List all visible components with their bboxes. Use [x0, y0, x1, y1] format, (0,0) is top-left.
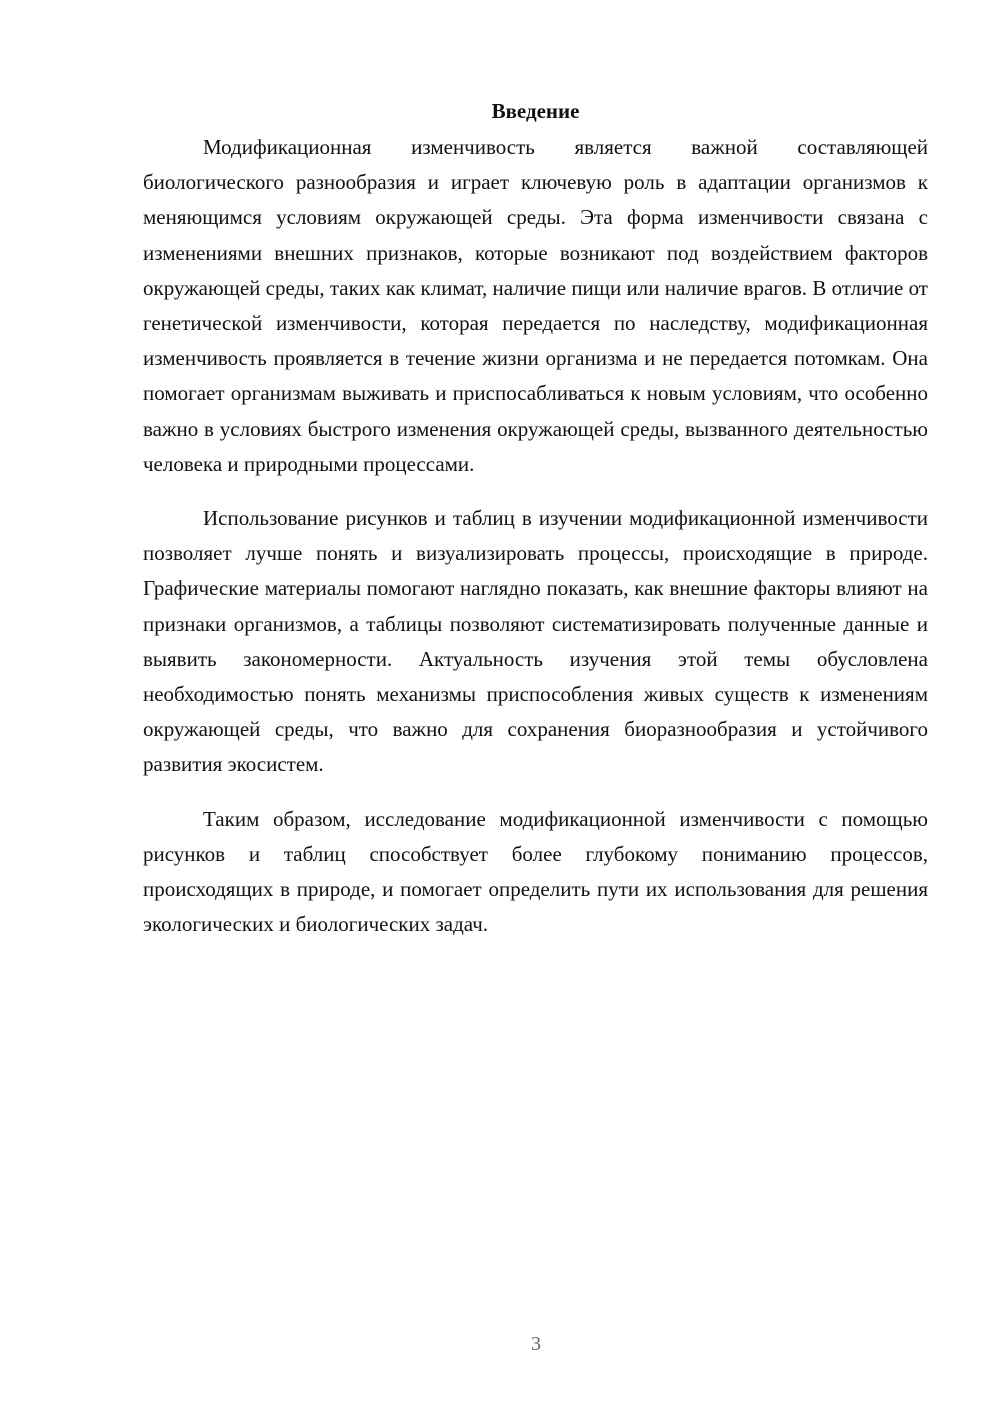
paragraph-1: Модификационная изменчивость является важной составляющей биологического разнообразия и играет ключевую роль в адаптации организмов к меняющимся условиям окружающей среды. Эта форма изменчивости связана с изменениями внешних признаков, которые возникают под воздействием факторов окружающей среды, таких как климат, наличие пищи или наличие врагов. В отличие от генетической изменчивости, которая передается по наследству, модификационная изменчивость проявляется в течение жизни организма и не передается потомкам. Она помогает организмам выживать и приспосабливаться к новым условиям, что особенно важно в условиях быстрого изменения окружающей среды, вызванного деятельностью человека и природными процессами. [143, 135, 928, 476]
page-number: 3 [531, 1333, 541, 1355]
page-content [143, 96, 928, 942]
paragraph-3: Таким образом, исследование модификационной изменчивости с помощью рисунков и таблиц способствует более глубокому пониманию процессов, происходящих в природе, и помогает определить пути их использования для решения экологических и биологических задач. [143, 806, 928, 937]
paragraph-2: Использование рисунков и таблиц в изучении модификационной изменчивости позволяет лучше понять и визуализировать процессы, происходящие в природе. Графические материалы помогают наглядно показать, как внешние факторы влияют на признаки организмов, а таблицы позволяют систематизировать полученные данные и выявить закономерности. Актуальность изучения этой темы обусловлена необходимостью понять механизмы приспособления живых существ к изменениям окружающей среды, что важно для сохранения биоразнообразия и устойчивого развития экосистем. [143, 506, 928, 777]
section-title: Введение [491, 99, 580, 123]
